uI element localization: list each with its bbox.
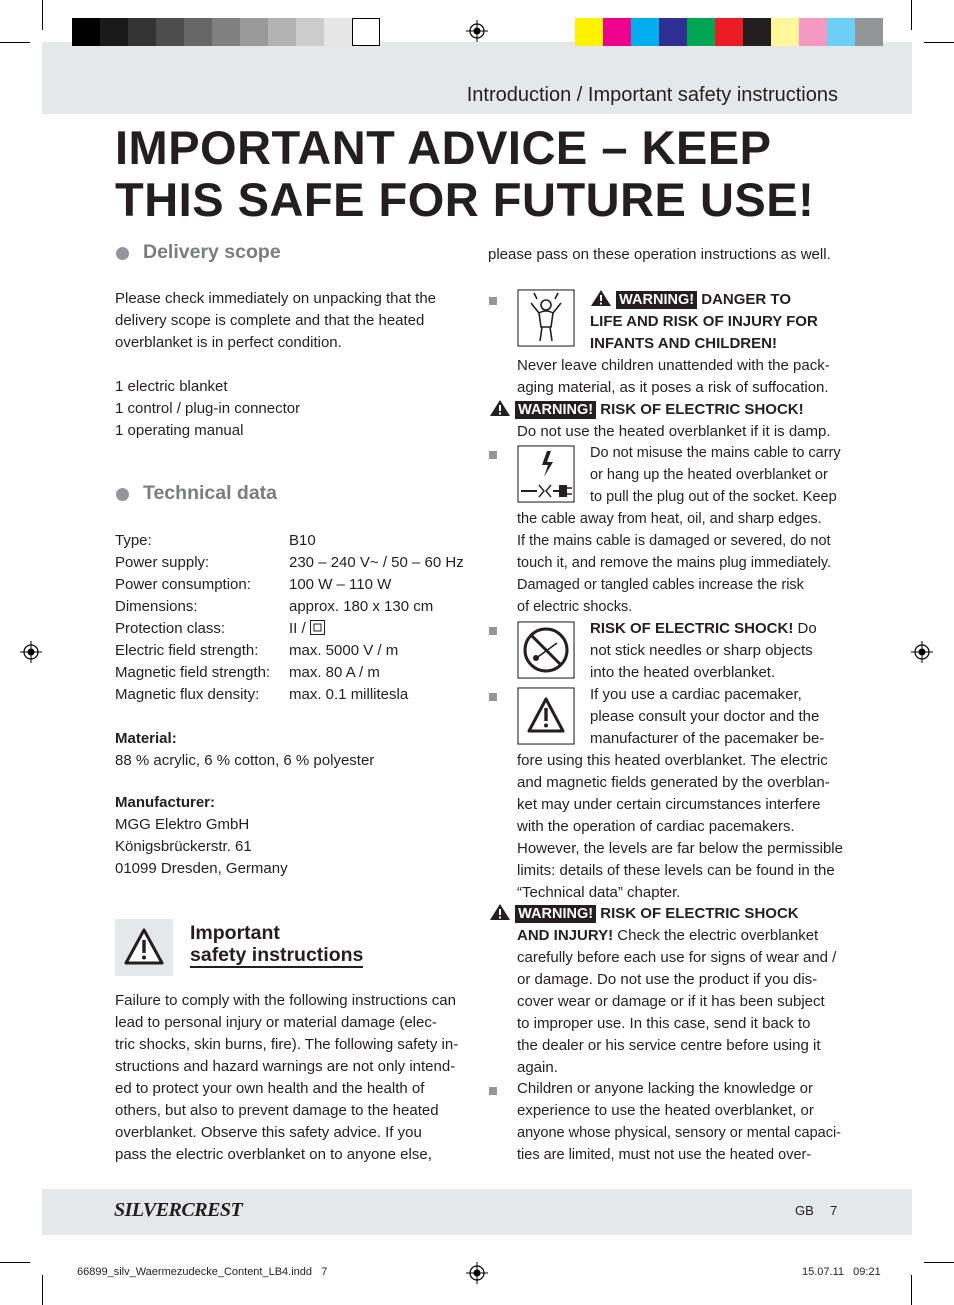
registration-mark-icon [911,641,933,663]
table-label: Magnetic field strength: [115,664,271,681]
table-value: B10 [289,532,316,549]
delivery-intro: Please check immediately on unpacking that the delivery scope is complete and that the heated overblanket is in perfect condition. [115,290,437,351]
no-needles-icon [517,621,575,679]
pacemaker-text: If you use a cardiac pacemaker, please consult your doctor and the manufacturer of the pacemaker be- [590,686,825,747]
damp-warning-body: Do not use the heated overblanket if it is damp. [517,423,831,440]
list-bullet-icon [489,1087,497,1095]
mains-cable-text-cont: the cable away from heat, oil, and sharp edges. If the mains cable is damaged or severed, do not touch it, and remove the mains plug immediately. Damaged or tangled cables increase the risk of electric shocks. [517,511,832,615]
list-bullet-icon [489,627,497,635]
table-value: II / [289,618,325,640]
warning-triangle-icon [489,903,511,921]
material-block: Material: 88 % acrylic, 6 % cotton, 6 % polyester [115,730,375,769]
mains-cable-text: Do not misuse the mains cable to carry or hang up the heated overblanket or to pull the plug out of the socket. Keep [590,445,841,505]
table-label: Type: [115,532,152,549]
table-label: Dimensions: [115,598,198,615]
warning-danger-children: WARNING! DANGER TO LIFE AND RISK OF INJURY FOR INFANTS AND CHILDREN! [590,291,818,352]
table-label: Power supply: [115,554,210,571]
table-label: Magnetic flux density: [115,686,260,703]
list-item: 1 electric blanket [115,378,228,395]
continuation-text: please pass on these operation instructions as well. [488,246,831,263]
footer-language: GB [795,1203,814,1218]
table-label: Power consumption: [115,576,251,593]
safety-heading: Important safety instructions [190,922,364,966]
delivery-items [115,376,300,442]
header-title: Introduction / Important safety instructions [466,84,838,106]
list-item: 1 operating manual [115,422,244,439]
table-value: 230 – 240 V~ / 50 – 60 Hz [289,554,464,571]
table-value: approx. 180 x 130 cm [289,598,434,615]
warning-triangle-icon [115,919,173,976]
page-number: 7 [830,1203,838,1218]
registration-mark-icon [466,20,488,42]
table-value: max. 5000 V / m [289,642,399,659]
pacemaker-text-cont: fore using this heated overblanket. The electric and magnetic fields generated by the overblan- ket may under certain circumstances interfere with the operation of cardiac pacemakers. However, the levels are far below the permissible limits: details of these levels can be found in the “Technical data” chapter. [517,752,843,901]
shock-injury-body: AND INJURY! Check the electric overblanket carefully before each use for signs of wear and / or damage. Do not use the product if you dis- cover wear or damage or if it has been subject to improper use. In this case, send it back to the dealer or his service centre before using it again. [517,927,837,1076]
section-bullet-icon [116,247,129,260]
table-value: max. 80 A / m [289,664,380,681]
children-warning-body: Never leave children unattended with the pack- aging material, as it poses a risk of suffocation. [517,357,830,396]
list-bullet-icon [489,693,497,701]
warning-triangle-icon [590,289,612,307]
section-bullet-icon [116,488,129,501]
table-value: 100 W – 110 W [289,576,392,593]
table-label: Electric field strength: [115,642,259,659]
needles-warning: RISK OF ELECTRIC SHOCK! Do not stick needles or sharp objects into the heated overblanket. [590,620,817,681]
footer-file-name: 66899_silv_Waermezudecke_Content_LB4.indd 7 [77,1266,328,1278]
warning-triangle-icon [489,399,511,417]
children-knowledge-text: Children or anyone lacking the knowledge or experience to use the heated overblanket, or anyone whose physical, sensory or mental capaci- ties are limited, must not use the heated over- [517,1080,841,1163]
silvercrest-logo: SILVERCREST [114,1199,243,1221]
manufacturer-block: Manufacturer: MGG Elektro GmbH Königsbrückerstr. 61 01099 Dresden, Germany [115,794,288,877]
registration-mark-icon [466,1262,488,1284]
list-bullet-icon [489,451,497,459]
child-packaging-icon [517,289,575,347]
page-title: IMPORTANT ADVICE – KEEP THIS SAFE FOR FUTURE USE! [115,121,815,226]
table-label: Protection class: [115,620,226,637]
list-item: 1 control / plug-in connector [115,400,301,417]
footer-date: 15.07.11 09:21 [802,1266,881,1278]
list-bullet-icon [489,297,497,305]
safety-intro: Failure to comply with the following instructions can lead to personal injury or material damage (elec- tric shocks, skin burns, fire). The following safety in- structions and hazard warnings are not only intend- ed to protect your own health and the health of others, but also to prevent damage to the heated overblanket. Observe this safety advice. If you pass the electric overblanket on to anyone else, [115,992,459,1163]
warning-shock-injury: WARNING! RISK OF ELECTRIC SHOCK [489,903,799,925]
table-value: max. 0.1 millitesla [289,686,409,703]
warning-triangle-icon [517,687,575,745]
registration-mark-icon [20,641,42,663]
technical-data-heading: Technical data [143,482,278,504]
delivery-scope-heading: Delivery scope [143,241,281,263]
warning-electric-shock: WARNING! RISK OF ELECTRIC SHOCK! [489,399,804,421]
electric-plug-icon [517,445,575,503]
protection-class-ii-icon [310,620,325,635]
